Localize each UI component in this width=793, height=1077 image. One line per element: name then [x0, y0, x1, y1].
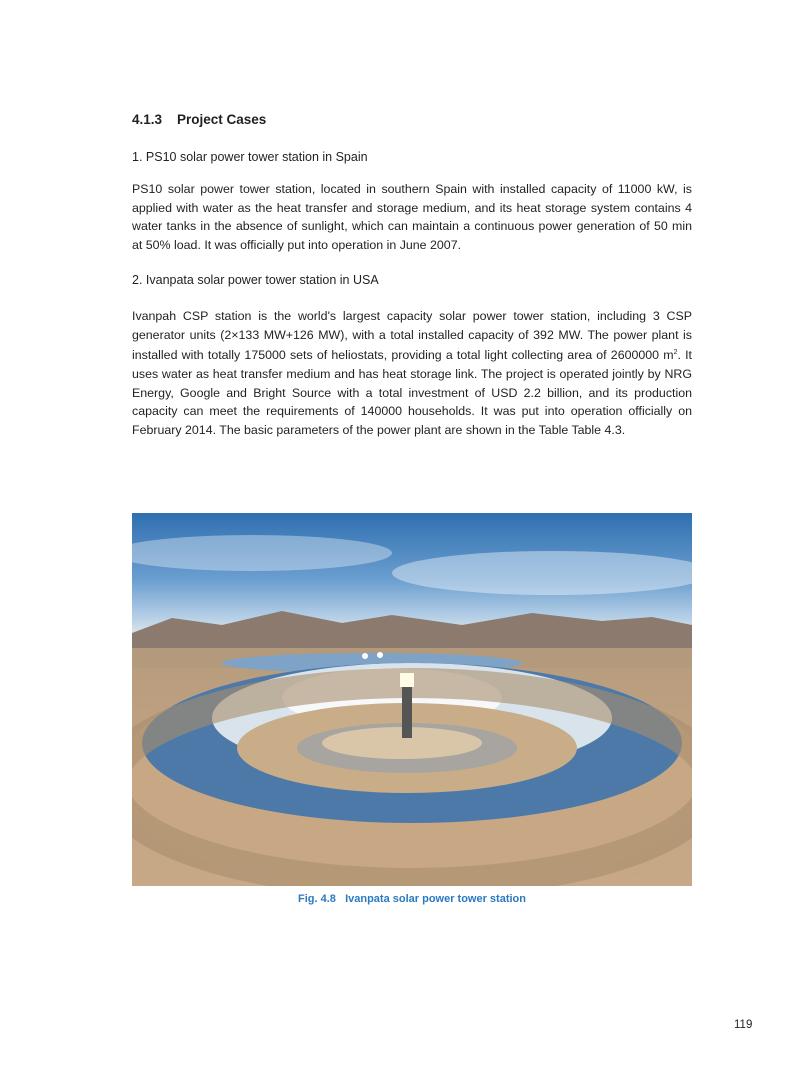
- case1-body: PS10 solar power tower station, located in southern Spain with installed capacity of 11000 kW, is applied with water as the heat transfer and storage medium, and its heat storage system contains 4 water tanks in the absence of sunlight, which can maintain a continuous power generation of 50 min at 50% load. It was officially put into operation in June 2007.: [132, 182, 692, 252]
- figure-label: Fig. 4.8: [297, 893, 336, 905]
- section-title: Project Cases: [177, 112, 267, 127]
- section-heading: [132, 112, 266, 127]
- section-number: 4.1.3: [132, 112, 163, 127]
- case2-body: [132, 307, 692, 439]
- page-number: 119: [734, 1019, 753, 1031]
- case1-title: 1. PS10 solar power tower station in Spain: [132, 150, 368, 164]
- superscript: 2: [673, 349, 678, 357]
- case2-body-part1: Ivanpah CSP station is the world's largest capacity solar power tower station, including 3 CSP generator units (2×133 MW+126 MW), with a total installed capacity of 392 MW. The power plant is installed with totally 175000 sets of heliostats, providing a total light collecting area of 2600000 m: [132, 309, 692, 363]
- figure-caption: [132, 893, 692, 905]
- figure-caption-text: Ivanpata solar power tower station: [345, 893, 526, 905]
- case2-body-part2: . It uses water as heat transfer medium and has heat storage link. The project is operated jointly by NRG Energy, Google and Bright Source with a total investment of USD 2.2 billion, and its production capacity can meet the requirements of 140000 households. It was put into operation officially on February 2014. The basic parameters of the power plant are shown in the Table Table 4.3.: [132, 348, 692, 437]
- case2-title: 2. Ivanpata solar power tower station in USA: [132, 273, 379, 287]
- figure-photo: [132, 513, 692, 886]
